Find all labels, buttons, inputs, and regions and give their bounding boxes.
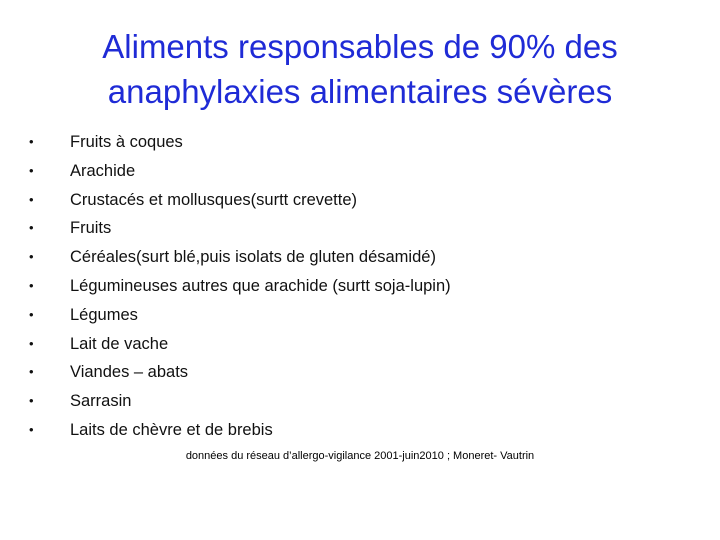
list-item (26, 330, 686, 359)
list-item (26, 214, 686, 243)
list-item-text: Lait de vache (70, 334, 169, 353)
list-item (26, 416, 686, 445)
list-item-text: Fruits (70, 219, 112, 238)
bullet-icon: • (29, 335, 34, 351)
list-item-text: Fruits à coques (70, 133, 183, 151)
bullet-icon: • (29, 249, 34, 265)
food-list (26, 128, 686, 445)
list-item (26, 301, 686, 330)
list-item-text: Céréales(surt blé,puis isolats de gluten désamidé) (70, 248, 436, 267)
list-item (26, 358, 686, 387)
list-item (26, 243, 686, 272)
list-item-text: Sarrasin (70, 392, 132, 411)
list-item-text: Arachide (70, 161, 136, 180)
list-item-text: Crustacés et mollusques(surtt crevette) (70, 190, 358, 209)
title-line-1: Aliments responsables de 90% des (102, 28, 618, 65)
bullet-icon: • (29, 191, 34, 207)
list-item (26, 186, 686, 215)
bullet-icon: • (29, 421, 34, 437)
bullet-icon: • (29, 162, 34, 178)
list-item-text: Légumes (70, 305, 138, 324)
list-item (26, 157, 686, 186)
bullet-icon: • (29, 393, 34, 409)
list-item (26, 387, 686, 416)
bullet-icon: • (29, 220, 34, 236)
title-line-2: anaphylaxies alimentaires sévères (107, 73, 613, 110)
bullet-icon: • (29, 306, 34, 322)
list-item-text: Laits de chèvre et de brebis (70, 420, 273, 439)
source-note: données du réseau d’allergo-vigilance 2001-juin2010 ; Moneret- Vautrin (185, 450, 535, 462)
list-item-text: Viandes – abats (70, 363, 189, 382)
bullet-icon: • (29, 364, 34, 380)
bullet-icon: • (29, 277, 34, 293)
list-item (26, 272, 686, 301)
bullet-icon: • (29, 134, 34, 149)
slide-title (40, 24, 680, 114)
list-item-text: Légumineuses autres que arachide (surtt soja-lupin) (70, 276, 451, 295)
list-item (26, 128, 686, 157)
